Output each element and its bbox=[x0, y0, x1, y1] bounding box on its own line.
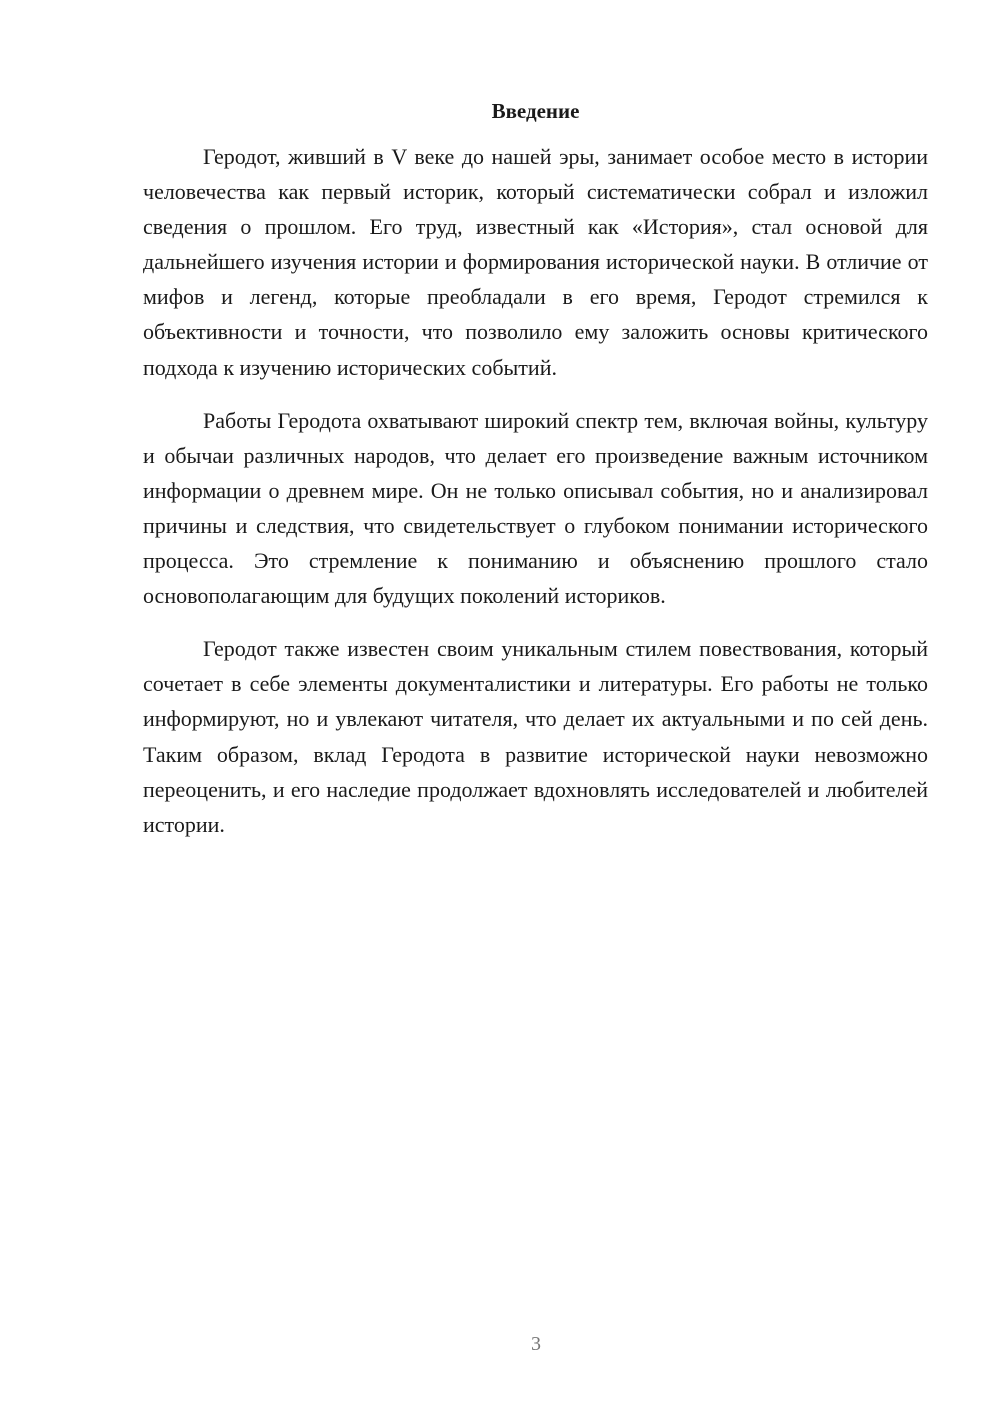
section-title: Введение bbox=[491, 99, 580, 123]
page-content bbox=[143, 97, 928, 860]
page-number: 3 bbox=[531, 1333, 541, 1355]
paragraph-2: Работы Геродота охватывают широкий спектр тем, включая войны, культуру и обычаи различных народов, что делает его произведение важным источником информации о древнем мире. Он не только описывал события, но и анализировал причины и следствия, что свидетельствует о глубоком понимании исторического процесса. Это стремление к пониманию и объяснению прошлого стало основополагающим для будущих поколений историков. bbox=[143, 407, 928, 609]
paragraph-3: Геродот также известен своим уникальным стилем повествования, который сочетает в себе элементы документалистики и литературы. Его работы не только информируют, но и увлекают читателя, что делает их актуальными и по сей день. Таким образом, вклад Геродота в развитие исторической науки невозможно переоценить, и его наследие продолжает вдохновлять исследователей и любителей истории. bbox=[143, 636, 928, 837]
paragraph-1: Геродот, живший в V веке до нашей эры, занимает особое место в истории человечества как первый историк, который систематически собрал и изложил сведения о прошлом. Его труд, известный как «История», стал основой для дальнейшего изучения истории и формирования исторической науки. В отличие от мифов и легенд, которые преобладали в его время, Геродот стремился к объективности и точности, что позволило ему заложить основы критического подхода к изучению исторических событий. bbox=[143, 144, 928, 380]
